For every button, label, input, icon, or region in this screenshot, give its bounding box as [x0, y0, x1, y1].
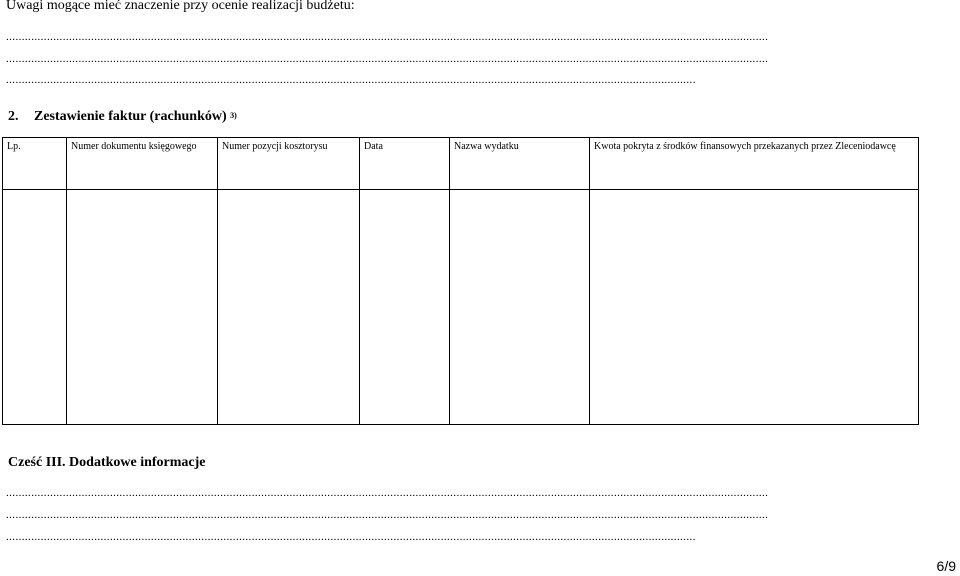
cell-amount[interactable]: [590, 190, 919, 425]
table-row: [3, 190, 919, 425]
cell-document-number[interactable]: [67, 190, 218, 425]
section-2-heading: [8, 109, 237, 125]
section-3-line-3[interactable]: ...........................................................................................................................................................................................................................: [6, 531, 696, 543]
notes-line-3[interactable]: ...........................................................................................................................................................................................................................: [6, 74, 696, 86]
section-2-footnote: 3): [230, 111, 237, 120]
cell-expense-name[interactable]: [450, 190, 590, 425]
notes-line-1[interactable]: ..................................................................................................................................................................................................................................................: [6, 31, 769, 43]
invoice-table-header-row: [3, 138, 919, 190]
col-header-document-number: Numer dokumentu księgowego: [67, 138, 218, 190]
invoice-table: [2, 137, 919, 425]
section-2-number: 2.: [8, 109, 19, 124]
notes-line-2[interactable]: ..................................................................................................................................................................................................................................................: [6, 53, 769, 65]
section-3-line-1[interactable]: ..................................................................................................................................................................................................................................................: [6, 487, 769, 499]
cell-lp[interactable]: [3, 190, 67, 425]
col-header-amount: Kwota pokryta z środków finansowych przekazanych przez Zleceniodawcę: [590, 138, 919, 190]
col-header-cost-item-number: Numer pozycji kosztorysu: [218, 138, 360, 190]
page-number: 6/9: [936, 558, 956, 574]
col-header-date: Data: [360, 138, 450, 190]
cell-date[interactable]: [360, 190, 450, 425]
section-3-line-2[interactable]: ..................................................................................................................................................................................................................................................: [6, 509, 769, 521]
cell-cost-item-number[interactable]: [218, 190, 360, 425]
section-3-heading: Cześć III. Dodatkowe informacje: [8, 455, 206, 470]
col-header-lp: Lp.: [3, 138, 67, 190]
section-2-title: Zestawienie faktur (rachunków): [34, 109, 227, 124]
col-header-expense-name: Nazwa wydatku: [450, 138, 590, 190]
notes-label: Uwagi mogące mieć znaczenie przy ocenie realizacji budżetu:: [6, 0, 355, 13]
